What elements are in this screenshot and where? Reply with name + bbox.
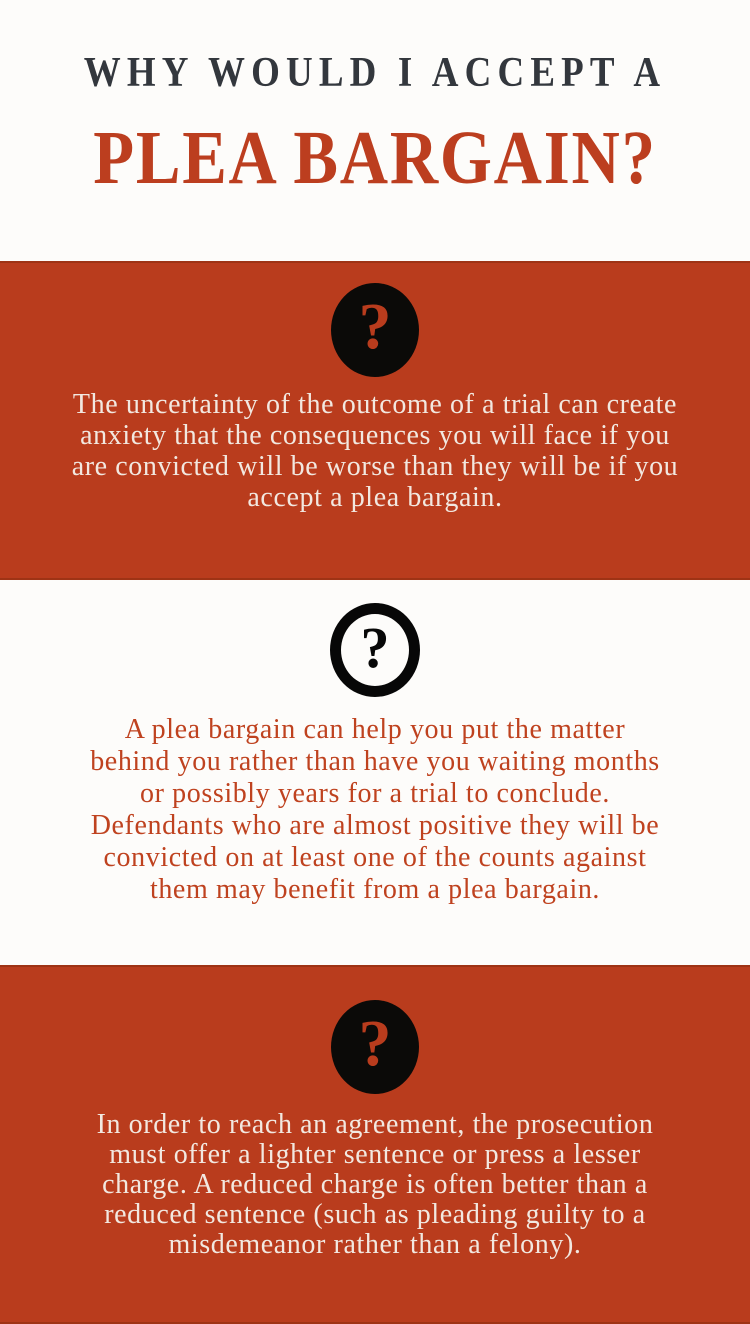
- text-line: are convicted will be worse than they will be if you: [71, 451, 679, 482]
- text-line: In order to reach an agreement, the prosecution: [96, 1109, 654, 1140]
- question-mark-glyph: ?: [360, 615, 390, 680]
- question-mark-glyph: ?: [358, 290, 392, 363]
- text-line: must offer a lighter sentence or press a lesser: [109, 1139, 641, 1170]
- question-mark-filled-icon: [331, 283, 419, 377]
- question-mark-glyph: ?: [358, 1007, 392, 1080]
- title-line-1: WHY WOULD I ACCEPT A: [83, 50, 667, 96]
- section-timing: [0, 580, 750, 965]
- title-line-2: PLEA BARGAIN?: [93, 116, 657, 200]
- question-mark-filled-icon: [331, 1000, 419, 1094]
- section-text: [0, 389, 750, 513]
- text-line: misdemeanor rather than a felony).: [168, 1229, 582, 1260]
- text-line: anxiety that the consequences you will face if you: [80, 420, 670, 451]
- text-line: A plea bargain can help you put the matter: [124, 714, 626, 745]
- text-line: behind you rather than have you waiting months: [90, 746, 660, 777]
- header: [0, 0, 750, 261]
- text-line: accept a plea bargain.: [247, 482, 503, 513]
- section-text: [0, 1110, 750, 1260]
- section-text: [0, 714, 750, 906]
- text-line: reduced sentence (such as pleading guilty to a: [104, 1199, 646, 1230]
- section-agreement: [0, 965, 750, 1324]
- text-line: convicted on at least one of the counts against: [103, 842, 647, 873]
- section-uncertainty: [0, 261, 750, 580]
- text-line: or possibly years for a trial to conclude.: [140, 778, 610, 809]
- text-line: The uncertainty of the outcome of a trial can create: [72, 389, 678, 420]
- text-line: them may benefit from a plea bargain.: [149, 874, 601, 905]
- question-mark-outline-icon: [330, 603, 420, 697]
- text-line: charge. A reduced charge is often better than a: [102, 1169, 648, 1200]
- text-line: Defendants who are almost positive they will be: [90, 810, 660, 841]
